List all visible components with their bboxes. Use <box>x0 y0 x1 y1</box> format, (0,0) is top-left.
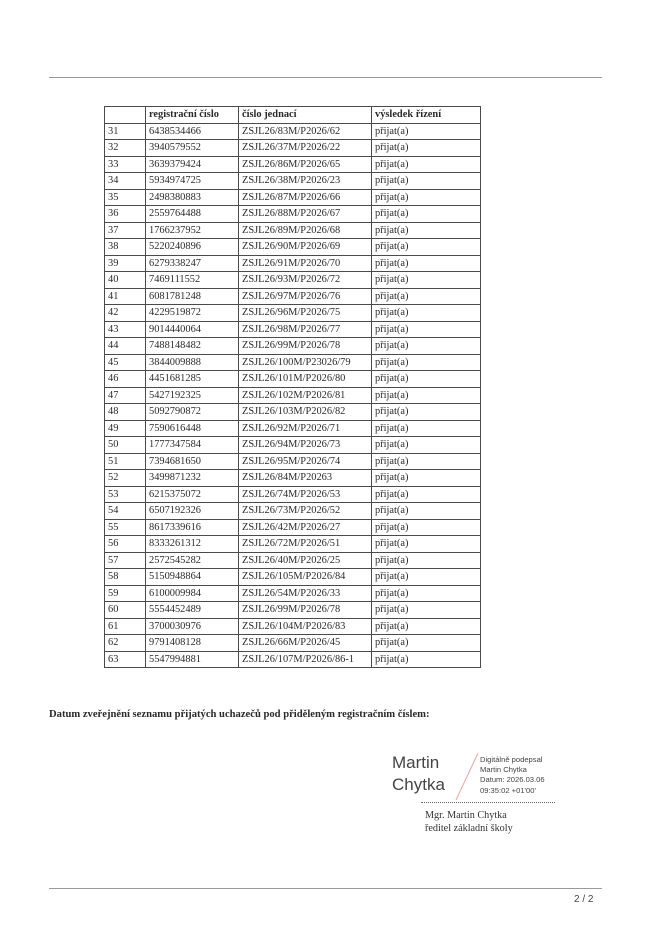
registration-number-cell: 5220240896 <box>146 239 239 256</box>
row-number-cell: 41 <box>105 288 146 305</box>
table-row <box>105 255 481 272</box>
signer-role: ředitel základní školy <box>425 823 513 834</box>
row-number-cell: 46 <box>105 371 146 388</box>
result-cell: přijat(a) <box>372 536 481 553</box>
row-number-cell: 55 <box>105 519 146 536</box>
registration-number-cell: 5092790872 <box>146 404 239 421</box>
row-number-cell: 33 <box>105 156 146 173</box>
result-cell: přijat(a) <box>372 140 481 157</box>
table-row <box>105 371 481 388</box>
reference-number-cell: ZSJL26/93M/P2026/72 <box>239 272 372 289</box>
row-number-cell: 49 <box>105 420 146 437</box>
reference-number-cell: ZSJL26/92M/P2026/71 <box>239 420 372 437</box>
registration-number-cell: 2572545282 <box>146 552 239 569</box>
table-row <box>105 206 481 223</box>
row-number-cell: 40 <box>105 272 146 289</box>
reference-number-cell: ZSJL26/86M/P2026/65 <box>239 156 372 173</box>
registration-number-cell: 5427192325 <box>146 387 239 404</box>
result-cell: přijat(a) <box>372 387 481 404</box>
row-number-cell: 56 <box>105 536 146 553</box>
result-cell: přijat(a) <box>372 602 481 619</box>
registration-number-cell: 3844009888 <box>146 354 239 371</box>
reference-number-cell: ZSJL26/104M/P2026/83 <box>239 618 372 635</box>
table-row <box>105 536 481 553</box>
result-cell: přijat(a) <box>372 288 481 305</box>
table-row <box>105 404 481 421</box>
table-row <box>105 288 481 305</box>
reference-number-cell: ZSJL26/100M/P23026/79 <box>239 354 372 371</box>
table-row <box>105 618 481 635</box>
result-cell: přijat(a) <box>372 305 481 322</box>
reference-number-cell: ZSJL26/73M/P2026/52 <box>239 503 372 520</box>
registration-number-cell: 5150948864 <box>146 569 239 586</box>
table-row <box>105 305 481 322</box>
result-cell: přijat(a) <box>372 206 481 223</box>
row-number-cell: 44 <box>105 338 146 355</box>
registration-number-cell: 5547994881 <box>146 651 239 668</box>
row-number-cell: 60 <box>105 602 146 619</box>
result-cell: přijat(a) <box>372 585 481 602</box>
registration-number-cell: 6279338247 <box>146 255 239 272</box>
reference-number-cell: ZSJL26/90M/P2026/69 <box>239 239 372 256</box>
signature-name: Martin Chytka <box>392 753 445 794</box>
table-row <box>105 387 481 404</box>
row-number-cell: 32 <box>105 140 146 157</box>
registration-number-cell: 6215375072 <box>146 486 239 503</box>
reference-number-cell: ZSJL26/66M/P2026/45 <box>239 635 372 652</box>
result-cell: přijat(a) <box>372 354 481 371</box>
row-number-cell: 47 <box>105 387 146 404</box>
row-number-cell: 62 <box>105 635 146 652</box>
result-cell: přijat(a) <box>372 635 481 652</box>
table-row <box>105 486 481 503</box>
reference-number-cell: ZSJL26/99M/P2026/78 <box>239 338 372 355</box>
row-number-cell: 35 <box>105 189 146 206</box>
table-row <box>105 272 481 289</box>
result-cell: přijat(a) <box>372 503 481 520</box>
registration-number-cell: 7488148482 <box>146 338 239 355</box>
result-cell: přijat(a) <box>372 437 481 454</box>
table-row <box>105 239 481 256</box>
result-cell: přijat(a) <box>372 470 481 487</box>
result-cell: přijat(a) <box>372 453 481 470</box>
reference-number-cell: ZSJL26/98M/P2026/77 <box>239 321 372 338</box>
reference-number-cell: ZSJL26/88M/P2026/67 <box>239 206 372 223</box>
reference-number-cell: ZSJL26/101M/P2026/80 <box>239 371 372 388</box>
table-row <box>105 585 481 602</box>
row-number-cell: 34 <box>105 173 146 190</box>
registration-number-cell: 1766237952 <box>146 222 239 239</box>
table-row <box>105 222 481 239</box>
result-cell: přijat(a) <box>372 338 481 355</box>
result-cell: přijat(a) <box>372 272 481 289</box>
table-row <box>105 420 481 437</box>
result-cell: přijat(a) <box>372 222 481 239</box>
reference-number-cell: ZSJL26/54M/P2026/33 <box>239 585 372 602</box>
reference-number-cell: ZSJL26/72M/P2026/51 <box>239 536 372 553</box>
reference-number-cell: ZSJL26/99M/P2026/78 <box>239 602 372 619</box>
table-row <box>105 503 481 520</box>
row-number-cell: 54 <box>105 503 146 520</box>
result-cell: přijat(a) <box>372 651 481 668</box>
registration-number-cell: 3499871232 <box>146 470 239 487</box>
registration-number-cell: 8333261312 <box>146 536 239 553</box>
result-cell: přijat(a) <box>372 321 481 338</box>
table-row <box>105 602 481 619</box>
registration-number-cell: 2559764488 <box>146 206 239 223</box>
reference-number-cell: ZSJL26/105M/P2026/84 <box>239 569 372 586</box>
footer-rule <box>49 888 602 889</box>
row-number-cell: 38 <box>105 239 146 256</box>
registration-number-cell: 8617339616 <box>146 519 239 536</box>
registration-number-cell: 9791408128 <box>146 635 239 652</box>
table-row <box>105 470 481 487</box>
row-number-cell: 45 <box>105 354 146 371</box>
admission-table <box>104 106 481 668</box>
header-number <box>105 107 146 124</box>
result-cell: přijat(a) <box>372 371 481 388</box>
result-cell: přijat(a) <box>372 618 481 635</box>
registration-number-cell: 4229519872 <box>146 305 239 322</box>
signature-slash-icon <box>454 752 480 802</box>
registration-number-cell: 7469111552 <box>146 272 239 289</box>
reference-number-cell: ZSJL26/87M/P2026/66 <box>239 189 372 206</box>
table-row <box>105 569 481 586</box>
row-number-cell: 37 <box>105 222 146 239</box>
signature-info: Digitálně podepsal Martin Chytka Datum: 2026.03.06 09:35:02 +01'00' <box>480 755 545 795</box>
table-row <box>105 338 481 355</box>
table-row <box>105 552 481 569</box>
reference-number-cell: ZSJL26/38M/P2026/23 <box>239 173 372 190</box>
row-number-cell: 50 <box>105 437 146 454</box>
row-number-cell: 63 <box>105 651 146 668</box>
header-reference-number: číslo jednací <box>239 107 372 124</box>
registration-number-cell: 7394681650 <box>146 453 239 470</box>
row-number-cell: 58 <box>105 569 146 586</box>
table-row <box>105 354 481 371</box>
reference-number-cell: ZSJL26/95M/P2026/74 <box>239 453 372 470</box>
registration-number-cell: 2498380883 <box>146 189 239 206</box>
row-number-cell: 57 <box>105 552 146 569</box>
registration-number-cell: 4451681285 <box>146 371 239 388</box>
row-number-cell: 42 <box>105 305 146 322</box>
reference-number-cell: ZSJL26/94M/P2026/73 <box>239 437 372 454</box>
reference-number-cell: ZSJL26/84M/P20263 <box>239 470 372 487</box>
result-cell: přijat(a) <box>372 239 481 256</box>
reference-number-cell: ZSJL26/37M/P2026/22 <box>239 140 372 157</box>
result-cell: přijat(a) <box>372 519 481 536</box>
signer-name: Mgr. Martin Chytka <box>425 810 507 821</box>
registration-number-cell: 6438534466 <box>146 123 239 140</box>
reference-number-cell: ZSJL26/107M/P2026/86-1 <box>239 651 372 668</box>
result-cell: přijat(a) <box>372 173 481 190</box>
signature-dotted-line <box>421 802 555 803</box>
row-number-cell: 39 <box>105 255 146 272</box>
result-cell: přijat(a) <box>372 156 481 173</box>
row-number-cell: 52 <box>105 470 146 487</box>
registration-number-cell: 3700030976 <box>146 618 239 635</box>
header-result: výsledek řízení <box>372 107 481 124</box>
table-row <box>105 651 481 668</box>
row-number-cell: 61 <box>105 618 146 635</box>
header-registration-number: registrační číslo <box>146 107 239 124</box>
page-number: 2 / 2 <box>574 894 594 905</box>
table-row <box>105 140 481 157</box>
registration-number-cell: 9014440064 <box>146 321 239 338</box>
result-cell: přijat(a) <box>372 189 481 206</box>
reference-number-cell: ZSJL26/97M/P2026/76 <box>239 288 372 305</box>
result-cell: přijat(a) <box>372 569 481 586</box>
reference-number-cell: ZSJL26/40M/P2026/25 <box>239 552 372 569</box>
registration-number-cell: 6100009984 <box>146 585 239 602</box>
table-row <box>105 519 481 536</box>
registration-number-cell: 5934974725 <box>146 173 239 190</box>
row-number-cell: 59 <box>105 585 146 602</box>
reference-number-cell: ZSJL26/96M/P2026/75 <box>239 305 372 322</box>
header-rule <box>49 77 602 78</box>
signer-block <box>425 809 513 835</box>
result-cell: přijat(a) <box>372 404 481 421</box>
result-cell: přijat(a) <box>372 123 481 140</box>
result-cell: přijat(a) <box>372 420 481 437</box>
table-header-row <box>105 107 481 124</box>
result-cell: přijat(a) <box>372 486 481 503</box>
row-number-cell: 51 <box>105 453 146 470</box>
reference-number-cell: ZSJL26/103M/P2026/82 <box>239 404 372 421</box>
reference-number-cell: ZSJL26/91M/P2026/70 <box>239 255 372 272</box>
table-row <box>105 635 481 652</box>
table-row <box>105 321 481 338</box>
registration-number-cell: 3639379424 <box>146 156 239 173</box>
table-row <box>105 173 481 190</box>
reference-number-cell: ZSJL26/89M/P2026/68 <box>239 222 372 239</box>
row-number-cell: 53 <box>105 486 146 503</box>
registration-number-cell: 6081781248 <box>146 288 239 305</box>
publication-date-text: Datum zveřejnění seznamu přijatých uchazečů pod přiděleným registračním číslem: <box>49 709 430 720</box>
registration-number-cell: 6507192326 <box>146 503 239 520</box>
row-number-cell: 31 <box>105 123 146 140</box>
table-row <box>105 156 481 173</box>
table-row <box>105 123 481 140</box>
row-number-cell: 48 <box>105 404 146 421</box>
result-cell: přijat(a) <box>372 255 481 272</box>
reference-number-cell: ZSJL26/42M/P2026/27 <box>239 519 372 536</box>
table-row <box>105 437 481 454</box>
registration-number-cell: 5554452489 <box>146 602 239 619</box>
registration-number-cell: 3940579552 <box>146 140 239 157</box>
table-row <box>105 453 481 470</box>
reference-number-cell: ZSJL26/83M/P2026/62 <box>239 123 372 140</box>
reference-number-cell: ZSJL26/102M/P2026/81 <box>239 387 372 404</box>
row-number-cell: 43 <box>105 321 146 338</box>
reference-number-cell: ZSJL26/74M/P2026/53 <box>239 486 372 503</box>
registration-number-cell: 7590616448 <box>146 420 239 437</box>
registration-number-cell: 1777347584 <box>146 437 239 454</box>
result-cell: přijat(a) <box>372 552 481 569</box>
row-number-cell: 36 <box>105 206 146 223</box>
table-row <box>105 189 481 206</box>
